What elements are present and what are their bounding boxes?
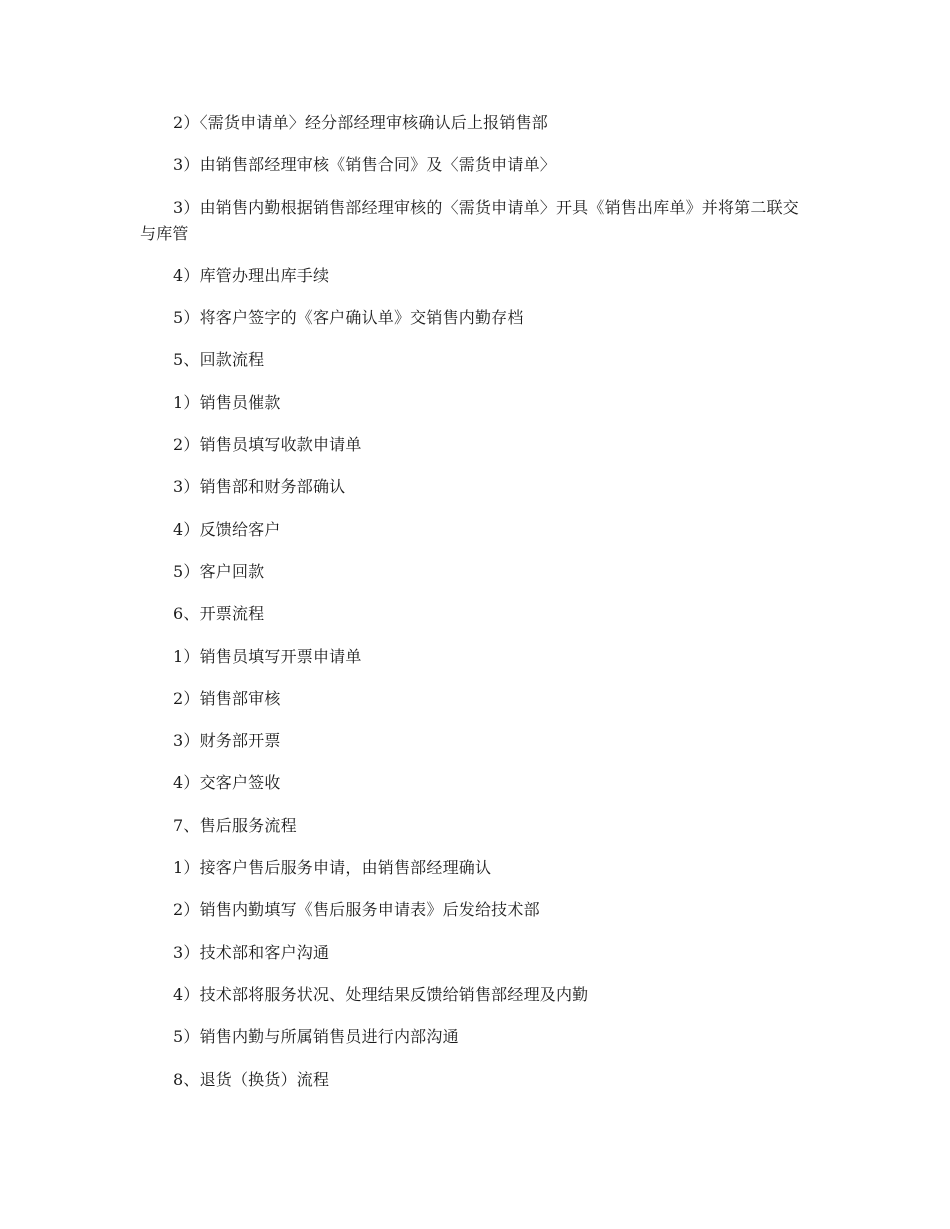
document-body xyxy=(140,110,810,1109)
section-heading-invoice-process: 6、开票流程 xyxy=(173,604,265,624)
paragraph-archive-confirmation: 5）将客户签字的《客户确认单》交销售内勤存档 xyxy=(173,308,524,328)
paragraph-after-sales-step-2: 2）销售内勤填写《售后服务申请表》后发给技术部 xyxy=(173,900,540,920)
paragraph-after-sales-step-1: 1）接客户售后服务申请，由销售部经理确认 xyxy=(173,858,492,878)
paragraph-invoice-step-2: 2）销售部审核 xyxy=(173,688,281,708)
paragraph-after-sales-step-4: 4）技术部将服务状况、处理结果反馈给销售部经理及内勤 xyxy=(173,984,589,1004)
paragraph-invoice-step-4: 4）交客户签收 xyxy=(173,773,281,793)
section-heading-return-exchange-process: 8、退货（换货）流程 xyxy=(173,1069,330,1089)
paragraph-after-sales-step-3: 3）技术部和客户沟通 xyxy=(173,942,330,962)
paragraph-manager-review-contract: 3）由销售部经理审核《销售合同》及〈需货申请单〉 xyxy=(173,155,556,175)
paragraph-payment-step-5: 5）客户回款 xyxy=(173,561,265,581)
paragraph-payment-step-1: 1）销售员催款 xyxy=(173,392,281,412)
section-heading-after-sales-process: 7、售后服务流程 xyxy=(173,815,297,835)
paragraph-issue-outbound-slip: 3）由销售内勤根据销售部经理审核的〈需货申请单〉开具《销售出库单》并将第二联交与库管 xyxy=(140,197,799,243)
paragraph-demand-form-submit: 2）〈需货申请单〉经分部经理审核确认后上报销售部 xyxy=(173,113,548,132)
section-heading-payment-process: 5、回款流程 xyxy=(173,350,265,370)
paragraph-invoice-step-1: 1）销售员填写开票申请单 xyxy=(173,646,362,666)
paragraph-invoice-step-3: 3）财务部开票 xyxy=(173,731,281,751)
paragraph-payment-step-4: 4）反馈给客户 xyxy=(173,519,281,539)
paragraph-after-sales-step-5: 5）销售内勤与所属销售员进行内部沟通 xyxy=(173,1027,459,1047)
paragraph-payment-step-2: 2）销售员填写收款申请单 xyxy=(173,435,362,455)
paragraph-payment-step-3: 3）销售部和财务部确认 xyxy=(173,477,346,497)
paragraph-warehouse-outbound: 4）库管办理出库手续 xyxy=(173,265,330,285)
